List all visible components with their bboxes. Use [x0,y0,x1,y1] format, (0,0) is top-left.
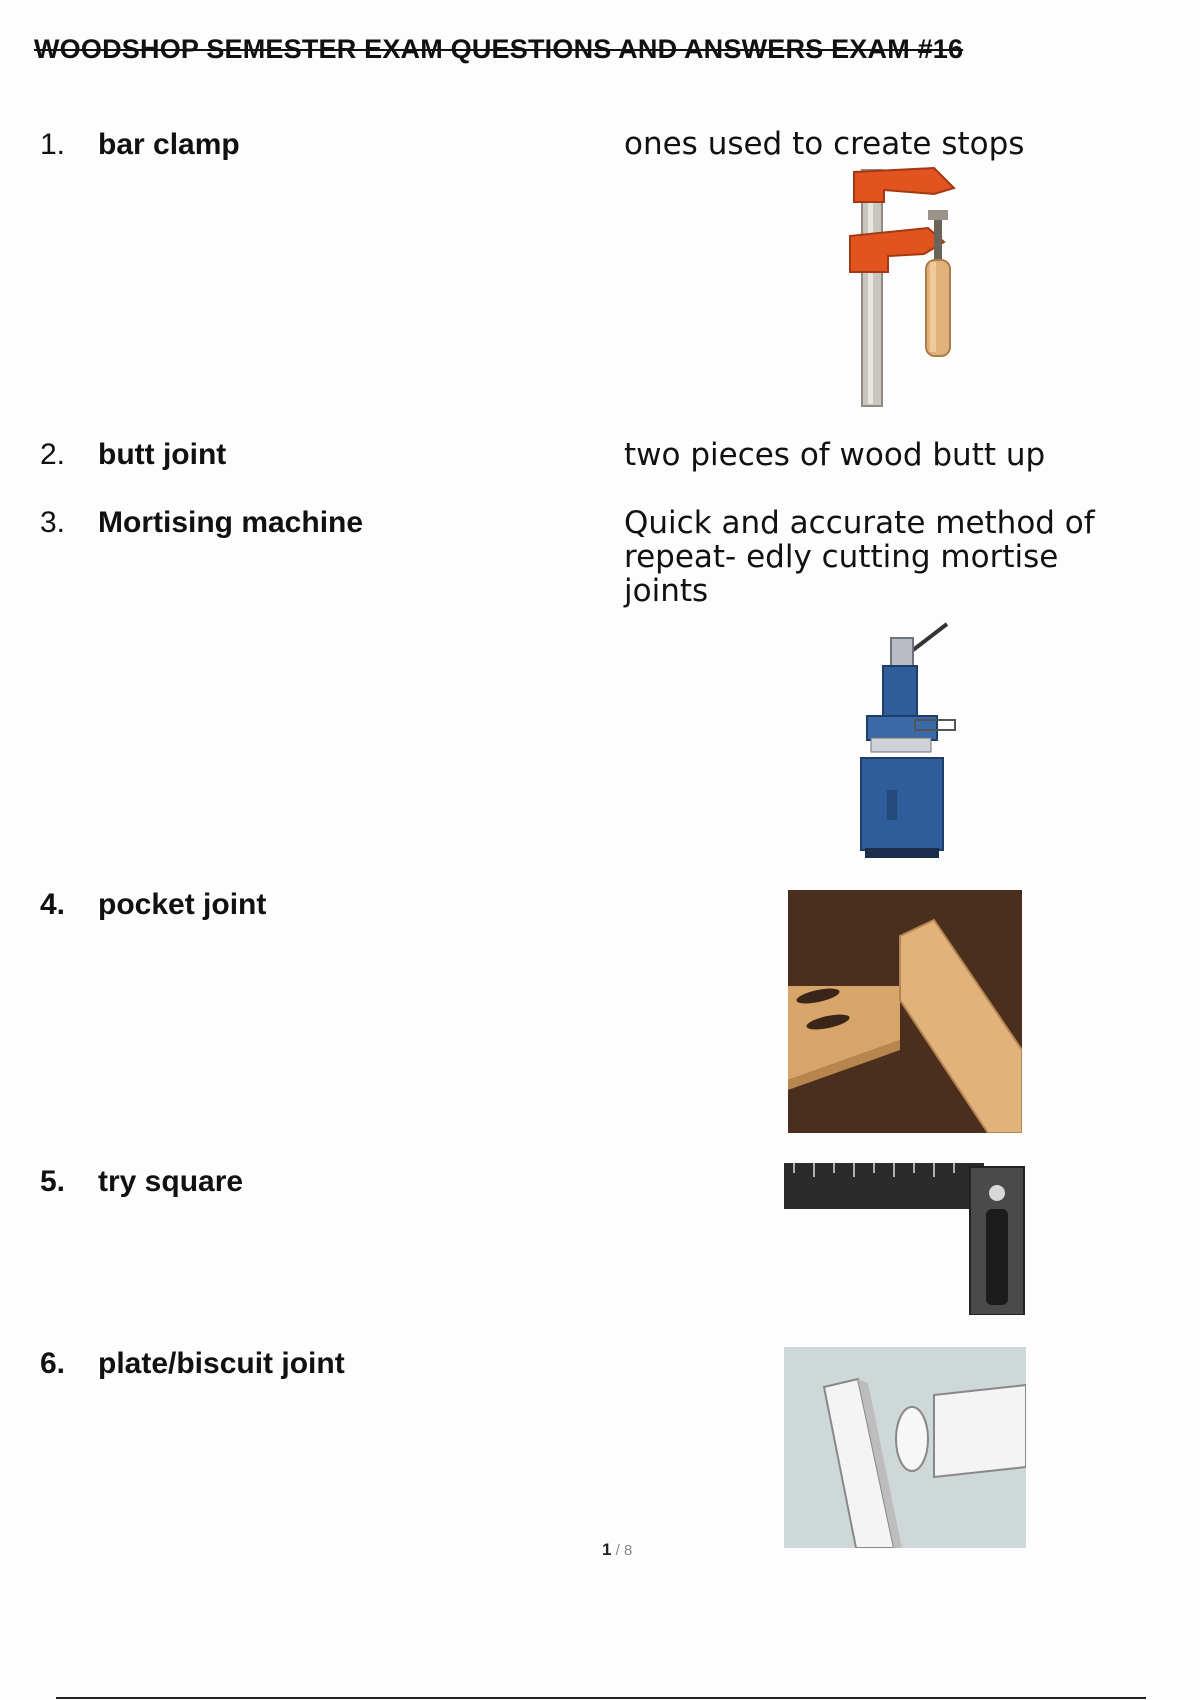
question-term: plate/biscuit joint [98,1347,345,1380]
question-1 [40,128,240,162]
question-term: bar clamp [98,128,240,161]
try-square-photo [784,1163,1026,1315]
question-6 [40,1347,345,1381]
pocket-joint-photo [788,890,1022,1133]
question-term: butt joint [98,438,227,471]
total-pages: 8 [623,1542,633,1559]
biscuit-joint-illustration [784,1347,1026,1548]
page-indicator [602,1540,632,1560]
question-number: 4. [40,888,66,921]
bottom-divider [56,1697,1146,1699]
answer-3: Quick and accurate method of repeat- edly cutting mortise joints [624,505,1095,609]
current-page: 1 [602,1540,612,1559]
document-title: WOODSHOP SEMESTER EXAM QUESTIONS AND ANSWERS EXAM #16 [34,34,964,64]
question-3 [40,506,363,540]
question-term: try square [98,1165,244,1198]
question-term: pocket joint [98,888,267,921]
question-2 [40,438,226,472]
question-term: Mortising machine [98,506,364,539]
mortising-machine-photo [845,620,965,860]
answer-2: two pieces of wood butt up [624,437,1046,473]
question-number: 6. [40,1347,66,1380]
question-number: 3. [40,506,66,539]
bar-clamp-photo [784,162,1030,408]
question-number: 2. [40,438,66,471]
page-separator: / [611,1542,624,1559]
question-number: 5. [40,1165,66,1198]
question-5 [40,1165,243,1199]
answer-1: ones used to create stops [624,126,1025,162]
question-number: 1. [40,128,66,161]
question-4 [40,888,266,922]
